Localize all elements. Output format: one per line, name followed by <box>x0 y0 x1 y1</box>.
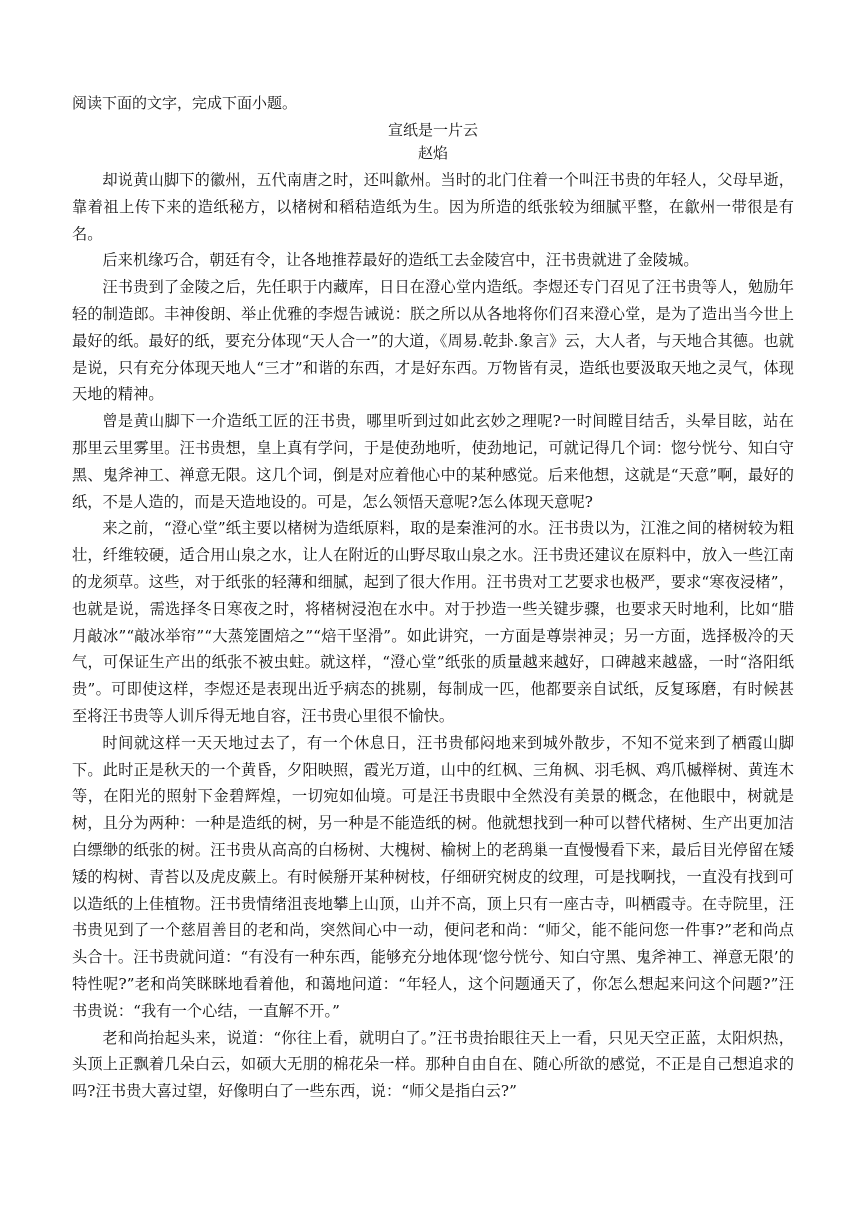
reading-instruction: 阅读下面的文字，完成下面小题。 <box>72 94 298 112</box>
document-page <box>72 92 794 1105</box>
article-author: 赵焰 <box>417 144 448 162</box>
paragraph-3: 汪书贵到了金陵之后，先任职于内藏库，日日在澄心堂内造纸。李煜还专门召见了汪书贵等人，勉励年轻的制造郎。丰神俊朗、举止优雅的李煜告诫说：朕之所以从各地将你们召来澄心堂，是为了造出当今世上最好的纸。最好的纸，要充分体现“天人合一”的大道，《周易.乾卦.象言》云，大人者，与天地合其德。也就是说，只有充分体现天地人“三才”和谐的东西，才是好东西。万物皆有灵，造纸也要汲取天地之灵气，体现天地的精神。 <box>72 278 794 404</box>
paragraph-7: 老和尚抬起头来，说道：“你往上看，就明白了。”汪书贵抬眼往天上一看，只见天空正蓝，太阳炽热，头顶上正飘着几朵白云，如硕大无朋的棉花朵一样。那种自由自在、随心所欲的感觉，不正是自己想追求的吗?汪书贵大喜过望，好像明白了一些东西，说：“师父是指白云?” <box>72 1028 794 1101</box>
paragraph-2: 后来机缘巧合，朝廷有令，让各地推荐最好的造纸工去金陵宫中，汪书贵就进了金陵城。 <box>102 251 699 270</box>
paragraph-1: 却说黄山脚下的徽州，五代南唐之时，还叫歙州。当时的北门住着一个叫汪书贵的年轻人，父母早逝，靠着祖上传下来的造纸秘方，以楮树和稻秸造纸为生。因为所造的纸张较为细腻平整，在歙州一带很是有名。 <box>72 171 794 243</box>
paragraph-6: 时间就这样一天天地过去了，有一个休息日，汪书贵郁闷地来到城外散步，不知不觉来到了栖霞山脚下。此时正是秋天的一个黄昏，夕阳映照，霞光万道，山中的红枫、三角枫、羽毛枫、鸡爪槭榉树、黄连木等，在阳光的照射下金碧辉煌，一切宛如仙境。可是汪书贵眼中全然没有美景的概念，在他眼中，树就是树，且分为两种：一种是造纸的树，另一种是不能造纸的树。他就想找到一种可以替代楮树、生产出更加洁白缥缈的纸张的树。汪书贵从高高的白杨树、大槐树、榆树上的老鸹巢一直慢慢看下来，最后目光停留在矮矮的构树、青苔以及虎皮蕨上。有时候掰开某种树枝，仔细研究树皮的纹理，可是找啊找，一直没有找到可以造纸的上佳植物。汪书贵情绪沮丧地攀上山顶，山并不高，顶上只有一座古寺，叫栖霞寺。在寺院里，汪书贵见到了一个慈眉善目的老和尚，突然间心中一动，便问老和尚：“师父，能不能问您一件事?”老和尚点头合十。汪书贵就问道：“有没有一种东西，能够充分地体现‘惚兮恍兮、知白守黑、鬼斧神工、禅意无限’的特性呢?”老和尚笑眯眯地看着他，和蔼地问道：“年轻人，这个问题通天了，你怎么想起来问这个问题?”汪书贵说：“我有一个心结，一直解不开。” <box>72 733 794 1020</box>
article-title: 宣纸是一片云 <box>387 121 478 139</box>
paragraph-4: 曾是黄山脚下一介造纸工匠的汪书贵，哪里听到过如此玄妙之理呢?一时间瞠目结舌，头晕目眩，站在那里云里雾里。汪书贵想，皇上真有学问，于是使劲地听，使劲地记，可就记得几个词：惚兮恍兮、知白守黑、鬼斧神工、禅意无限。这几个词，倒是对应着他心中的某种感觉。后来他想，这就是“天意”啊，最好的纸，不是人造的，而是天造地设的。可是，怎么领悟天意呢?怎么体现天意呢? <box>72 412 794 511</box>
paragraph-5: 来之前，“澄心堂”纸主要以楮树为造纸原料，取的是秦淮河的水。汪书贵以为，江淮之间的楮树较为粗壮，纤维较硬，适合用山泉之水，让人在附近的山野尽取山泉之水。汪书贵还建议在原料中，放入一些江南的龙须草。这些，对于纸张的轻薄和细腻，起到了很大作用。汪书贵对工艺要求也极严，要求“寒夜浸楮”，也就是说，需选择冬日寒夜之时，将楮树浸泡在水中。对于抄造一些关键步骤，也要求天时地利，比如“腊月敲冰”“敲冰举帘”“大蒸笼圊焙之”“焙干坚滑”。如此讲究，一方面是尊崇神灵；另一方面，选择极冷的天气，可保证生产出的纸张不被虫蛀。就这样，“澄心堂”纸张的质量越来越好，口碑越来越盛，一时“洛阳纸贵”。可即使这样，李煜还是表现出近乎病态的挑剔，每制成一匹，他都要亲自试纸，反复琢磨，有时候甚至将汪书贵等人训斥得无地自容，汪书贵心里很不愉快。 <box>72 519 794 725</box>
